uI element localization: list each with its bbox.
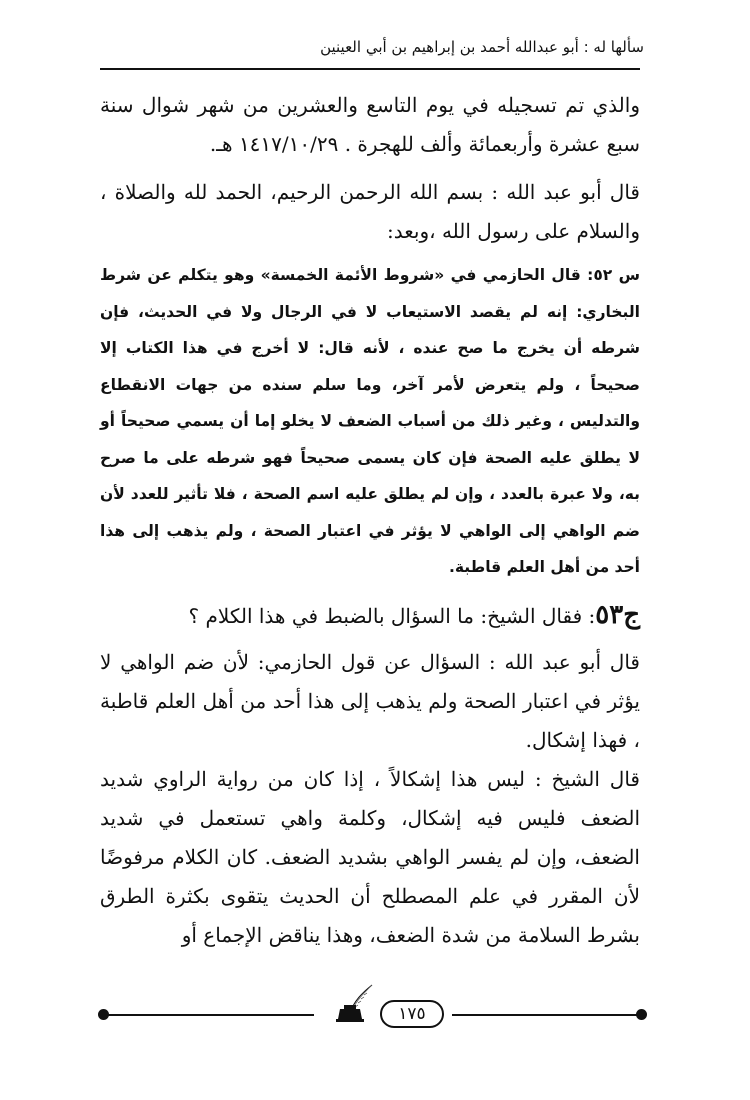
- paragraph-question-52: س ٥٢: قال الحازمي في «شروط الأئمة الخمسة» وهو يتكلم عن شرط البخاري: إنه لم يقصد الاستيعاب لا في الرجال ولا في الحديث، فإن شرطه أن يخرج ما صح عنده ، لأنه قال: لا أخرج في هذا الكتاب إلا صحيحاً ، ولم يتعرض لأمر آخر، وما سلم سنده من جهات الانقطاع والتدليس ، وغير ذلك من أسباب الضعف لا يخلو إما أن يسمي صحيحاً أو لا يطلق عليه الصحة فإن كان يسمى صحيحاً فهو شرطه على ما صرح به، ولا عبرة بالعدد ، وإن لم يطلق عليه اسم الصحة ، فلا تأثير للعدد لأن ضم الواهي إلى الواهي لا يؤثر في اعتبار الصحة ، ولم يذهب إلى هذا أحد من أهل العلم قاطبة.: [100, 266, 640, 576]
- paragraph-date-note: والذي تم تسجيله في يوم التاسع والعشرين من شهر شوال سنة سبع عشرة وأربعمائة وألف للهجرة . ١٤١٧/١٠/٢٩ هـ.: [100, 93, 640, 156]
- footer-dot-right: [636, 1009, 647, 1020]
- footer-rule-right: [452, 1014, 642, 1016]
- inkwell-quill-icon: [330, 983, 374, 1023]
- running-header: سألها له : أبو عبدالله أحمد بن إبراهيم بن أبي العينين: [320, 38, 644, 56]
- footer-rule-left: [102, 1014, 314, 1016]
- paragraph-answer-53: [100, 597, 640, 634]
- page-number: ١٧٥: [380, 1000, 444, 1028]
- paragraph-sheikh-reply: قال الشيخ : ليس هذا إشكالاً ، إذا كان من رواية الراوي شديد الضعف فليس فيه إشكال، وكلمة واهي تستعمل في شديد الضعف، وإن لم يفسر الواهي بشديد الضعف. كان الكلام مرفوضًا لأن المقرر في علم المصطلح أن الحديث يتقوى بكثرة الطرق بشرط السلامة من شدة الضعف، وهذا يناقض الإجماع أو: [100, 767, 641, 947]
- paragraph-abu-abdullah: قال أبو عبد الله : السؤال عن قول الحازمي: لأن ضم الواهي لا يؤثر في اعتبار الصحة ولم يذهب إلى هذا أحد من أهل العلم قاطبة ، فهذا إشكال.: [100, 650, 640, 752]
- header-rule: [100, 68, 640, 70]
- answer-marker: ج٥٣: [595, 600, 640, 630]
- paragraph-opening: قال أبو عبد الله : بسم الله الرحمن الرحيم، الحمد لله والصلاة ، والسلام على رسول الله ،وبعد:: [100, 180, 640, 243]
- answer-53-text: : فقال الشيخ: ما السؤال بالضبط في هذا الكلام ؟: [188, 604, 596, 628]
